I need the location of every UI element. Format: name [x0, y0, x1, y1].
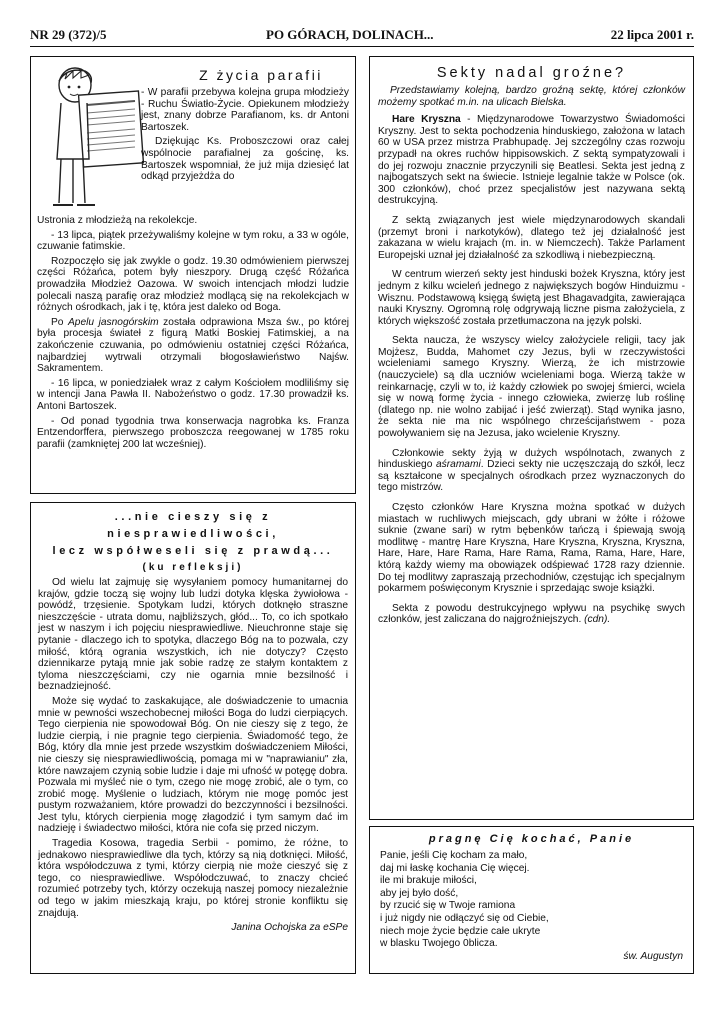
p2-line: Bartoszek wspomniał, że już mija — [141, 159, 295, 171]
poem-title: pragnę Cię kochać, Panie — [428, 833, 635, 845]
sekty-p2: Z sektą związanych jest wiele międzynarodowych skandali (przemyt broni i narkotyków), dlatego też jej działalność jest zakazana w wielu krajach (m. in. w Niemczech). Także Parlament Europejski uznał jej działalność za szkodliwą i niebezpieczną. — [378, 214, 685, 261]
parafia-p5 — [37, 317, 349, 375]
refleksja-title-line2: lecz współweseli się z prawdą... — [52, 545, 334, 557]
p7-text: Sekta z powodu destrukcyjnego wpływu na psychikę swych członków, jest zaliczana do najgroźniejszych. — [378, 602, 685, 626]
poem-line: aby jej było dość, — [380, 887, 459, 899]
newspaper-title: PO GÓRACH, DOLINACH... — [266, 27, 434, 42]
poem-line: daj mi łaskę kochania Cię więcej. — [380, 862, 530, 874]
sekty-lead: Przedstawiamy kolejną, bardzo groźną sektę, której członków możemy spotkać m.in. na ulicach Bielska. — [378, 85, 685, 108]
poem-line: Panie, jeśli Cię kocham za mało, — [380, 850, 528, 861]
intro-line: - W parafii przebywa kolejna grupa — [141, 87, 301, 98]
poem-line: i już nigdy nie odłączyć się od Ciebie, — [380, 912, 549, 924]
intro-line: Opiekunem młodzieży jest, znany dobrze — [141, 98, 349, 122]
refleksja-p1: Od wielu lat zajmuję się wysyłaniem pomocy humanitarnej do krajów, gdzie toczą się wojny lub ludzi dotyka klęska żywiołowa - powódź, trzęsienie. Spotykam ludzi, których dotknęło straszne nieszczęście - utrata domu, najbliższych, głód... To, co ich spotkało jest w naszym i ich pojęciu niesprawiedliwe. Nieuchronne staje się pytanie - dlaczego ich to spotyka, dlaczego Bóg na to pozwala, czy miłość, którą ogrania wszystkich, ich nie dotyczy? Często dziennikarze pytają mnie jak sobie radzę ze stałym kontaktem z tyloma nieszczęściami, czy nie ogarnia mnie bezsilność i beznadziejność. — [38, 577, 348, 693]
sekty-p4: Sekta naucza, że wszyscy wielcy założyciele religii, tacy jak Mojżesz, Budda, Mahomet czy Jezus, byli w rzeczywistości wcieleniami samego Kryszny. Wierzą, że ich mistrzowie (nauczyciele) są dla uczniów wcieleniami boga. Wierzą także w reinkarnację, czyli w to, iż każdy człowiek po swojej śmierci, wciela się w nową formę życia - innego człowieka, zwierzę lub roślinę (dlatego np. nie wolno zabijać i jeść zwierząt). Stąd wynika jasno, że sekta nie ma nic wspólnego chrześcijaństwem - poza powoływaniem się na Jezusa, jako wcielenie Kryszny. — [378, 335, 685, 440]
refleksja-article — [30, 502, 356, 974]
sekty-signature: (cdn). — [584, 614, 611, 626]
refleksja-subtitle: (ku refleksji) — [142, 562, 244, 573]
parafia-title: Z życia parafii — [199, 67, 323, 83]
parafia-article — [30, 56, 356, 494]
parafia-p7: - Od ponad tygodnia trwa konserwacja nagrobka ks. Franza Entzendorffera, pierwszego proboszcza reegowanej w 1785 roku parafii (zamkniętej 200 lat wcześniej). — [37, 415, 349, 450]
p5-text: Członkowie sekty żyją w dużych wspólnotach, zwanych z hinduskiego — [378, 447, 685, 471]
page-header — [30, 24, 694, 47]
sekty-p7 — [378, 603, 685, 626]
parafia-p3: - 13 lipca, piątek przeżywaliśmy kolejne w tym roku, a 33 w ogóle, czuwanie fatimskie. — [37, 229, 349, 253]
intro-line: Parafianom, ks. dr Antoni Bartoszek. — [141, 110, 349, 133]
p5-emphasis: aśramami — [436, 459, 481, 471]
refleksja-signature: Janina Ochojska za eSPe — [231, 922, 348, 934]
poem-line: niech moje życie będzie całe ukryte — [380, 925, 541, 937]
poem-line: ile mi brakuje miłości, — [380, 875, 477, 887]
p5-text: . Dzieci sekty nie uczęszczają do szkół, lecz są kształcone w specjalnych ośrodkach przez wyznaczonych do tego mistrzów. — [378, 459, 685, 494]
refleksja-p3: Tragedia Kosowa, tragedia Serbii - pomimo, że różne, to jednakowo niesprawiedliwe dla tych, którzy są nią dotknięci. Miłość, która współodczuwa z tymi, którzy cierpią nie może cieszyć się z tego, co niesprawiedliwe. Współodczuwać, to znaczy chcieć rozumieć potrzeby tych, którzy oczekują naszej pomocy niezależnie od tego w jakim mieszkają kraju, po której stronie konfliktu się znajdują. — [38, 838, 348, 919]
p5-text: Po — [51, 316, 69, 328]
parafia-p6: - 16 lipca, w poniedziałek wraz z całym Kościołem modliliśmy się w intencji Jana Pawła II. Nabożeństwo o godz. 17.30 prowadził ks. Antoni Bartoszek. — [37, 377, 349, 412]
sekty-p5 — [378, 448, 685, 494]
parafia-p2-rest: Ustronia z młodzieżą na rekolekcje. — [37, 215, 198, 226]
parafia-p2 — [141, 136, 349, 182]
hare-kryszna-bold: Hare Kryszna — [392, 114, 461, 126]
issue-date: 22 lipca 2001 r. — [610, 27, 694, 42]
sekty-p1 — [378, 114, 685, 207]
p5-text: została odprawiona Msza św., po której była procesja świateł z figurą Matki Boskiej Fatimskiej, a na zakończenie czuwania, po odmówieniu ostatniej części Różańca, najbardziej wytrwali otrzymali błogosławieństwo Najśw. Sakramentem. — [37, 316, 349, 375]
issue-number: NR 29 (372)/5 — [30, 27, 107, 42]
p2-line: wspólnocie parafialnej za gościnę, ks. — [141, 147, 349, 159]
sekty-title: Sekty nadal groźne? — [436, 65, 627, 81]
refleksja-title-line1: ...nie cieszy się z niesprawiedliwości, — [107, 511, 279, 540]
sekty-p6: Często członków Hare Kryszna można spotkać w dużych miastach w ruchliwych miejscach, gdy ubrani w żółte i różowe suknie (zwane sari) w rytm bębenków tańczą i śpiewają swoją modlitwę - mantrę Hare Kryszna, Hare Kryszna, Kryszna, Kryszna, Hare, Hare, Hare Rama, Hare Rama, Rama, Rama, Hare, Hare, którą każdy wiemy ma obowiązek odśpiewać 1728 razy dziennie. Do tej modlitwy zapraszają przechodniów, częstując ich specjalnym pokarmem poświęconym Krysznie i sprzedając swoje książki. — [378, 502, 685, 595]
poem-box — [369, 826, 694, 974]
poem-line: w blasku Twojego 0blicza. — [380, 938, 498, 950]
poem-line: by rzucić się w Twoje ramiona — [380, 900, 516, 912]
poem-signature: św. Augustyn — [623, 950, 683, 962]
parafia-p4: Rozpoczęło się jak zwykle o godz. 19.30 odmówieniem pierwszej części Różańca, potem były nieszpory. Drugą część Różańca prowadziła Młodzież Oazowa. W swoich intencjach młodzi ludzie polecali naszą parafię oraz młodzież modlącą się na rekolekcjach w różnych ośrodkach, jak i tę, która jest daleko od Boga. — [37, 255, 349, 314]
parafia-intro — [141, 87, 349, 133]
p5-emphasis: Apelu jasnogórskim — [68, 316, 159, 328]
sekty-article — [369, 56, 694, 820]
refleksja-p2: Może się wydać to zaskakujące, ale doświadczenie to umacnia mnie w pewności wszechobecnej miłości Boga do ludzi cierpiących. Tego cierpienia nie spowodował Bóg. On nie cieszy się z tego, że ludzie cierpią, i nie pragnie tego cierpienia. Świadomość tego, że Bóg, który dla mnie jest przede wszystkim doświadczeniem Miłości, nie cieszy się niesprawiedliwością, pomaga mi w "naprawianiu" zła, które nawzajem czynią sobie ludzie i daje mi ufność w potęgę dobra. Pozwala mi myśleć nie o tym, czego nie mogę zrobić, ale o tym, co zrobić mogę. Myślenie o ludziach, którym nie mogę pomóc jest pustym rozważaniem, które prowadzi do bezczynności i bezsilności. Jest tylu, których cierpienia mogę złagodzić i tym samym dać im nadzieję i świadectwo miłości, która nie cofa się przed niczym. — [38, 695, 348, 835]
p1-text: - Międzynarodowe Towarzystwo Świadomości Kryszny. Jest to sekta pochodzenia hinduskiego, założona w latach 60 w USA przez mistrza Prabhupadę. Jej szczególny czas rozwoju przypadł na okres ruchów hippisowskich. Z sektą sympatyzowali i do jej rozwoju znacznie przyczynili się Beatlesi. Sekta jest jedną z najbogatszych sekt na świecie. Istnieje legalnie także w Polsce (ok. 300 członków), choć przez specjalistów jest nazywana sektą destrukcyjną. — [378, 114, 686, 207]
boy-reading-newspaper-icon — [37, 63, 147, 213]
intro-line: młodzieży - Ruchu Światło-Życie. — [141, 87, 349, 110]
p2-line: dziesięć lat odkąd przyjeżdża do — [141, 159, 349, 183]
p2-line: Dziękując Ks. Proboszczowi oraz całej — [155, 136, 349, 148]
sekty-p3: W centrum wierzeń sekty jest hinduski bożek Kryszna, który jest jednym z kilku wcieleń jednego z największych bogów Hinduizmu - Wisznu. Podstawową księgą świętą jest Bhagavadgita, zawierająca nauki Kryszny. Ogromną rolę odgrywają liczne pisma założyciela, z których większość została przetłumaczona na język polski. — [378, 269, 685, 327]
